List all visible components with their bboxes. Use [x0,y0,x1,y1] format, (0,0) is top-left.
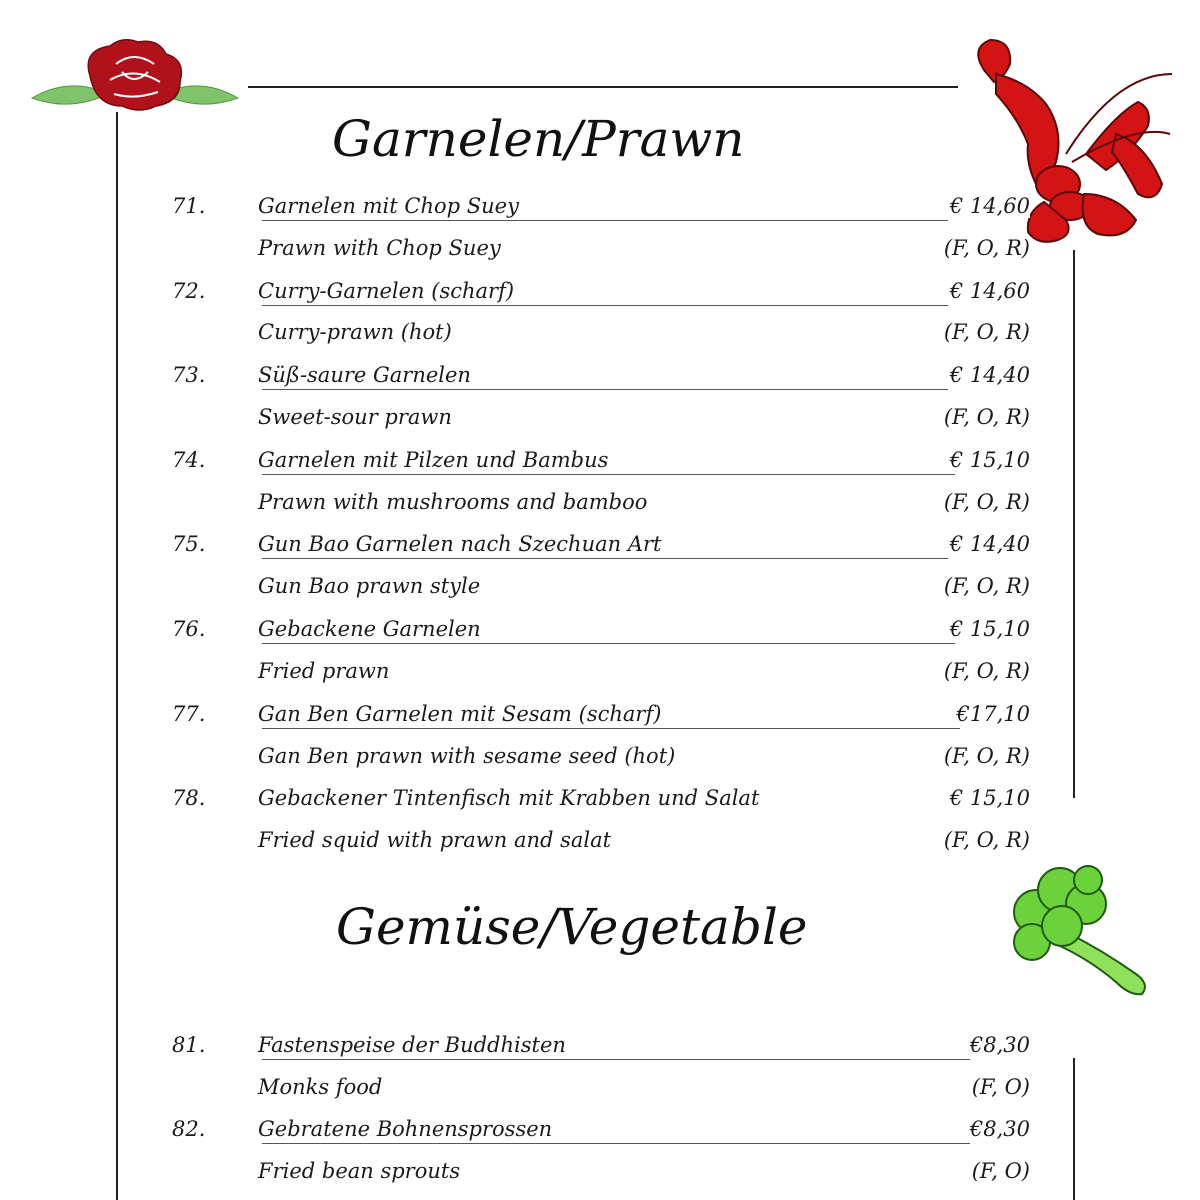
menu-item-77-en [0,744,1200,778]
item-price: €8,30 [969,1033,1030,1057]
leader-line [262,474,955,475]
leader-line [262,728,960,729]
menu-item-81 [0,1033,1200,1067]
leader-line [262,643,955,644]
item-name-de: Gun Bao Garnelen nach Szechuan Art [258,532,662,556]
item-name-de: Curry-Garnelen (scharf) [258,279,515,303]
section-title-prawn: Garnelen/Prawn [332,110,745,168]
item-allergens: (F, O, R) [943,659,1030,683]
item-name-en: Prawn with Chop Suey [258,236,501,260]
menu-item-82 [0,1117,1200,1151]
item-number: 75. [172,532,206,556]
item-price: € 15,10 [949,617,1030,641]
item-number: 77. [172,702,206,726]
item-price: € 14,40 [949,363,1030,387]
item-price: € 14,60 [949,279,1030,303]
item-number: 76. [172,617,206,641]
item-name-en: Fried prawn [258,659,390,683]
item-allergens: (F, O, R) [943,236,1030,260]
leader-line [262,389,948,390]
item-price: € 14,40 [949,532,1030,556]
section-title-vegetable: Gemüse/Vegetable [336,898,808,956]
item-number: 74. [172,448,206,472]
item-number: 78. [172,786,206,810]
item-price: € 15,10 [949,448,1030,472]
menu-item-73 [0,363,1200,397]
leader-line [262,1059,970,1060]
menu-item-71-en [0,236,1200,270]
item-number: 73. [172,363,206,387]
menu-item-75-en [0,574,1200,608]
item-allergens: (F, O, R) [943,828,1030,852]
broccoli-icon [1004,862,1154,998]
item-name-en: Fried squid with prawn and salat [258,828,612,852]
menu-item-77 [0,702,1200,736]
item-allergens: (F, O, R) [943,574,1030,598]
menu-item-81-en [0,1075,1200,1109]
item-name-en: Sweet-sour prawn [258,405,452,429]
menu-item-78-en [0,828,1200,862]
menu-item-76-en [0,659,1200,693]
item-allergens: (F, O, R) [943,405,1030,429]
menu-item-73-en [0,405,1200,439]
leader-line [262,558,948,559]
item-name-de: Gan Ben Garnelen mit Sesam (scharf) [258,702,662,726]
menu-item-78 [0,786,1200,820]
leader-line [262,305,948,306]
item-price: € 15,10 [949,786,1030,810]
item-number: 81. [172,1033,206,1057]
item-name-en: Gun Bao prawn style [258,574,481,598]
leader-line [262,220,948,221]
menu-item-82-en [0,1159,1200,1193]
menu-item-72-en [0,320,1200,354]
item-price: €17,10 [956,702,1030,726]
item-price: €8,30 [969,1117,1030,1141]
item-name-en: Fried bean sprouts [258,1159,461,1183]
item-number: 82. [172,1117,206,1141]
menu-item-74 [0,448,1200,482]
item-name-de: Gebackene Garnelen [258,617,481,641]
item-name-de: Gebackener Tintenfisch mit Krabben und Salat [258,786,760,810]
rose-icon [30,36,240,116]
item-allergens: (F, O, R) [943,744,1030,768]
item-name-en: Prawn with mushrooms and bamboo [258,490,648,514]
item-name-de: Garnelen mit Chop Suey [258,194,519,218]
item-allergens: (F, O, R) [943,320,1030,344]
item-allergens: (F, O) [971,1159,1030,1183]
item-name-en: Monks food [258,1075,383,1099]
menu-item-74-en [0,490,1200,524]
item-name-de: Garnelen mit Pilzen und Bambus [258,448,609,472]
menu-item-72 [0,279,1200,313]
item-price: € 14,60 [949,194,1030,218]
item-name-de: Süß-saure Garnelen [258,363,471,387]
item-number: 71. [172,194,206,218]
item-name-en: Curry-prawn (hot) [258,320,452,344]
menu-item-75 [0,532,1200,566]
item-allergens: (F, O, R) [943,490,1030,514]
leader-line [262,1143,970,1144]
item-number: 72. [172,279,206,303]
item-name-en: Gan Ben prawn with sesame seed (hot) [258,744,676,768]
item-allergens: (F, O) [971,1075,1030,1099]
top-rule [248,86,958,88]
menu-item-76 [0,617,1200,651]
menu-item-71 [0,194,1200,228]
item-name-de: Fastenspeise der Buddhisten [258,1033,566,1057]
item-name-de: Gebratene Bohnensprossen [258,1117,553,1141]
